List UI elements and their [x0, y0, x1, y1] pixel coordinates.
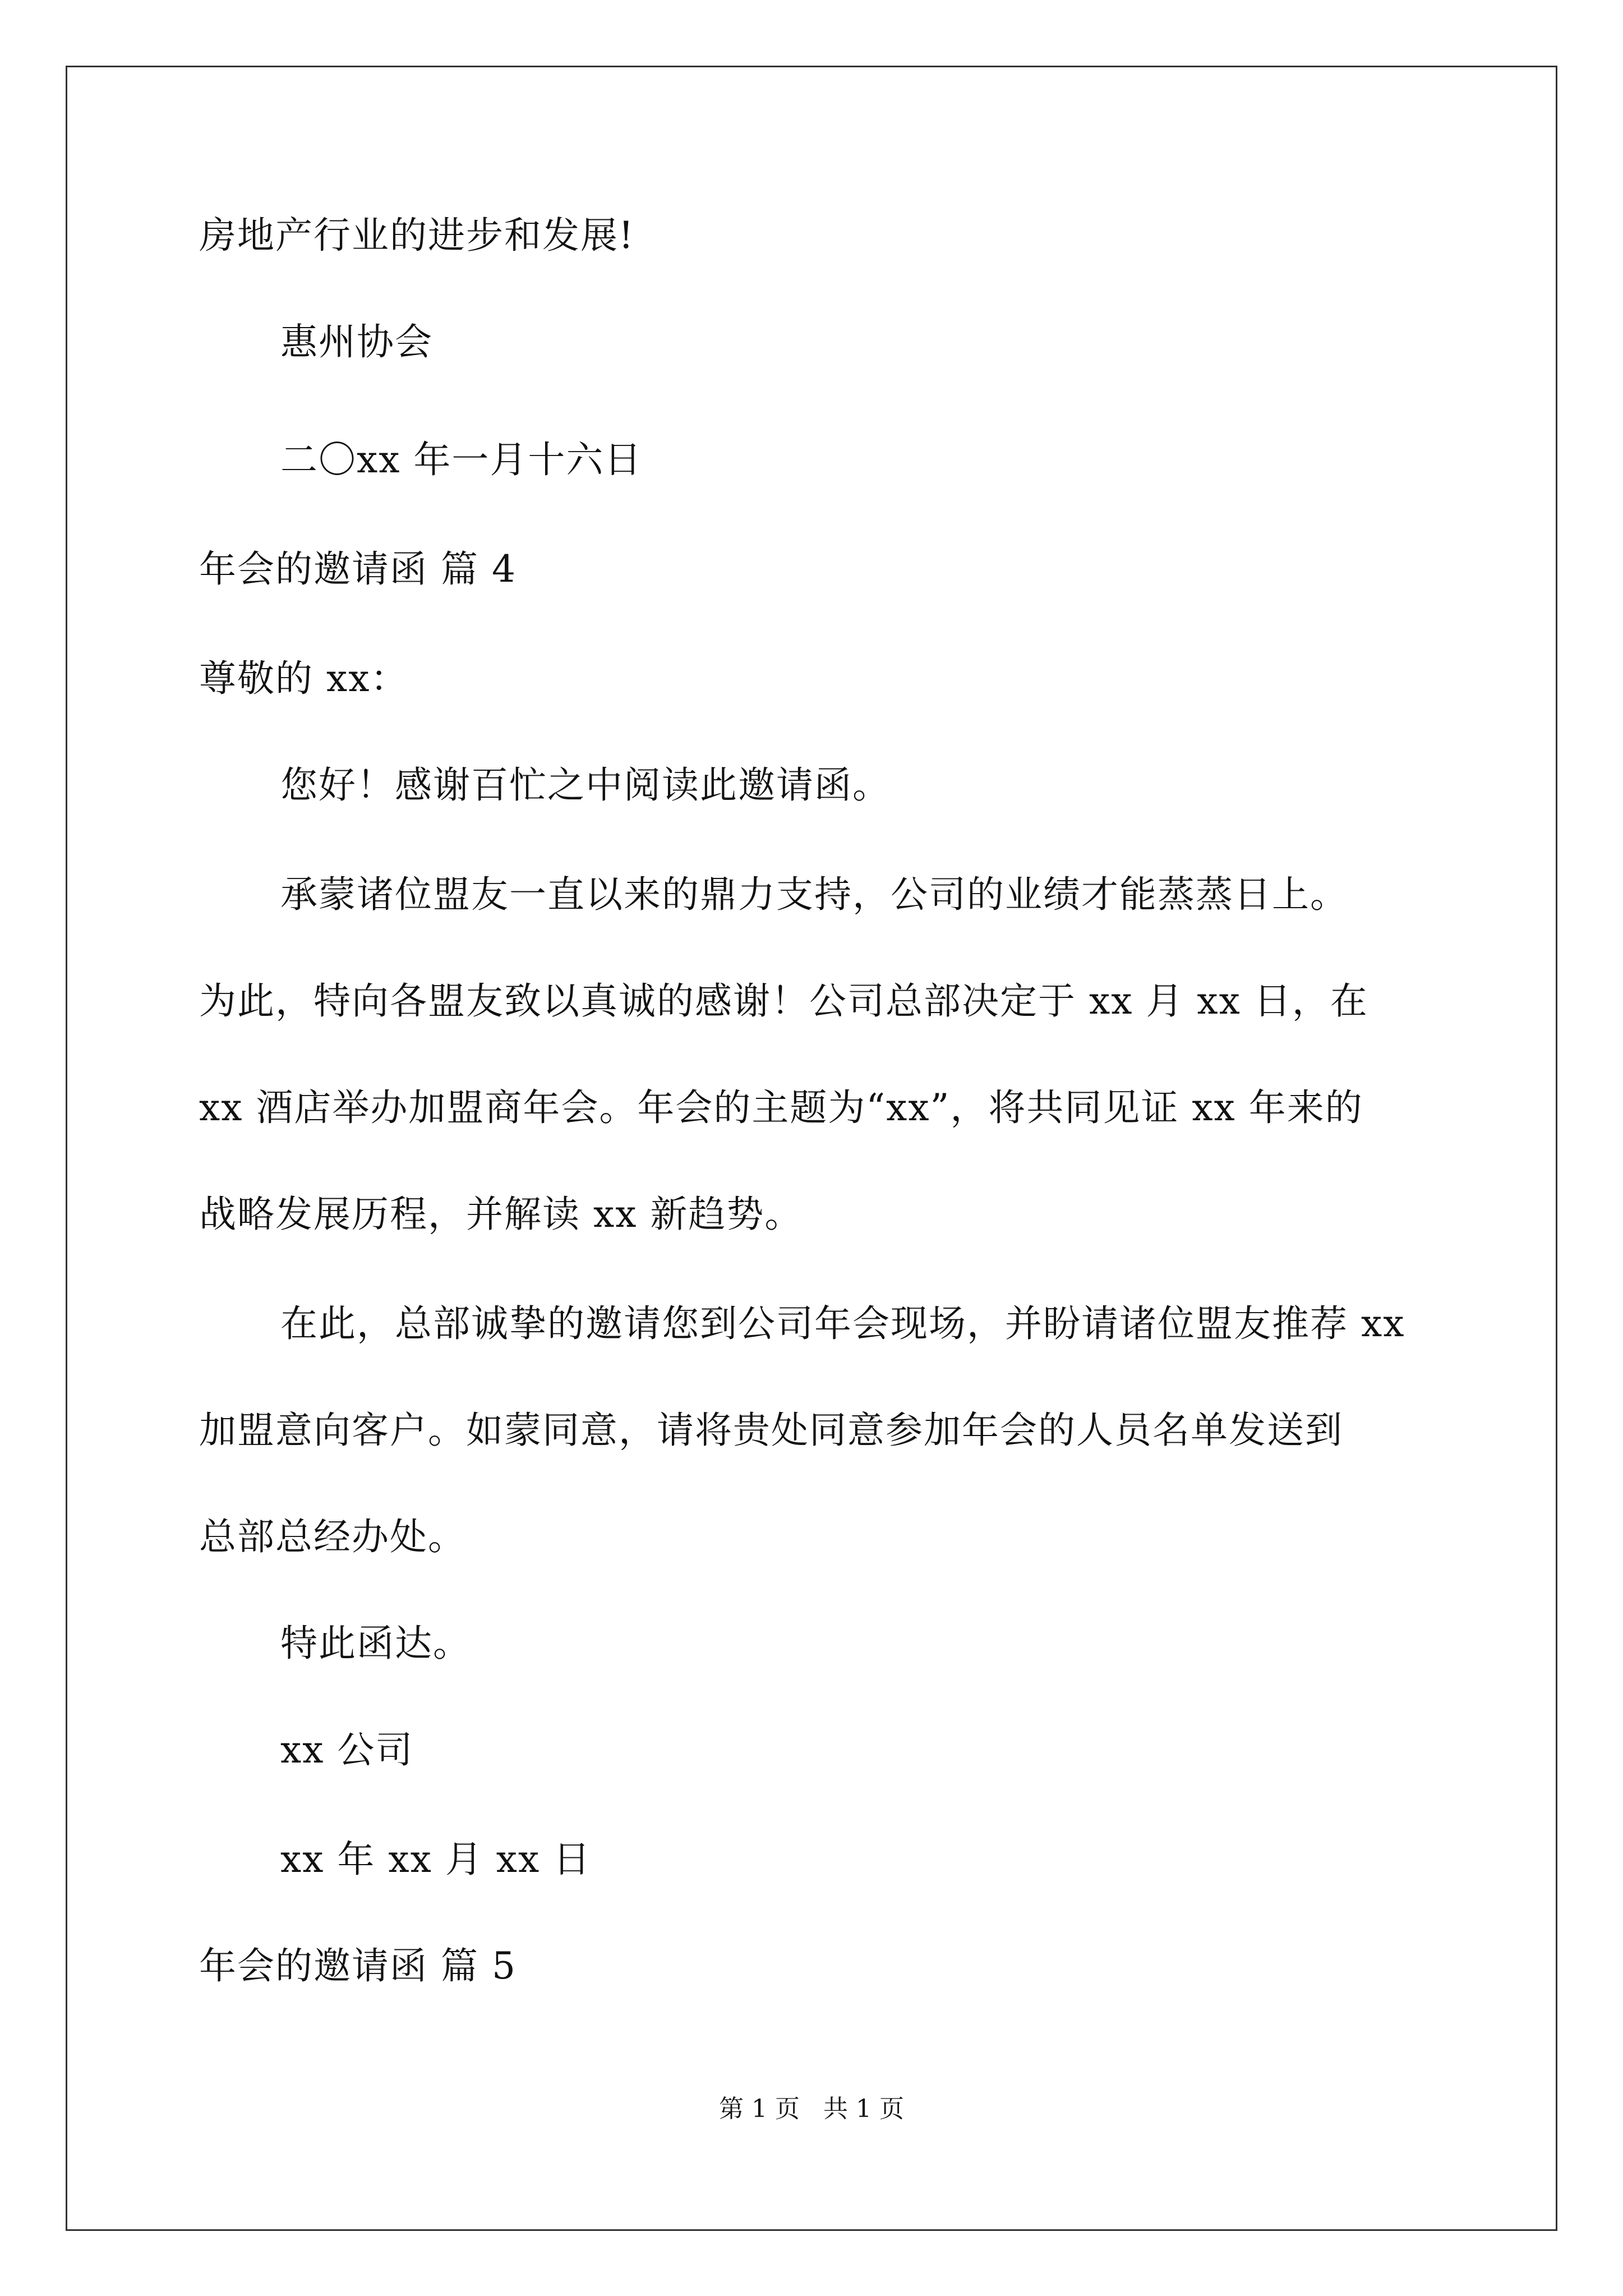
body-paragraph-line: 在此，总部诚挚的邀请您到公司年会现场，并盼请诸位盟友推荐 xx — [280, 1302, 1405, 1345]
closing-remark: 特此函达。 — [280, 1622, 471, 1665]
page-frame — [66, 66, 1557, 2231]
sender-company: xx 公司 — [280, 1728, 414, 1772]
body-paragraph-line: 为此，特向各盟友致以真诚的感谢！公司总部决定于 xx 月 xx 日，在 — [199, 979, 1368, 1023]
letter-date: xx 年 xx 月 xx 日 — [280, 1838, 592, 1881]
body-paragraph-line: 战略发展历程，并解读 xx 新趋势。 — [199, 1193, 803, 1236]
greeting-line: 您好！感谢百忙之中阅读此邀请函。 — [280, 763, 891, 807]
body-paragraph-line: 承蒙诸位盟友一直以来的鼎力支持，公司的业绩才能蒸蒸日上。 — [280, 873, 1348, 916]
section-heading-4: 年会的邀请函 篇 4 — [199, 547, 517, 591]
body-paragraph-line: 加盟意向客户。如蒙同意，请将贵处同意参加年会的人员名单发送到 — [199, 1409, 1343, 1452]
salutation: 尊敬的 xx： — [199, 657, 409, 700]
section-heading-5: 年会的邀请函 篇 5 — [199, 1944, 517, 1987]
page-footer: 第 1 页 共 1 页 — [719, 2095, 904, 2123]
sender-date: 二〇xx 年一月十六日 — [280, 438, 643, 481]
body-paragraph-line: 总部总经办处。 — [199, 1515, 466, 1558]
closing-paragraph-line: 房地产行业的进步和发展! — [199, 214, 635, 257]
sender-organization: 惠州协会 — [280, 320, 433, 364]
body-paragraph-line: xx 酒店举办加盟商年会。年会的主题为“xx”，将共同见证 xx 年来的 — [199, 1086, 1363, 1129]
